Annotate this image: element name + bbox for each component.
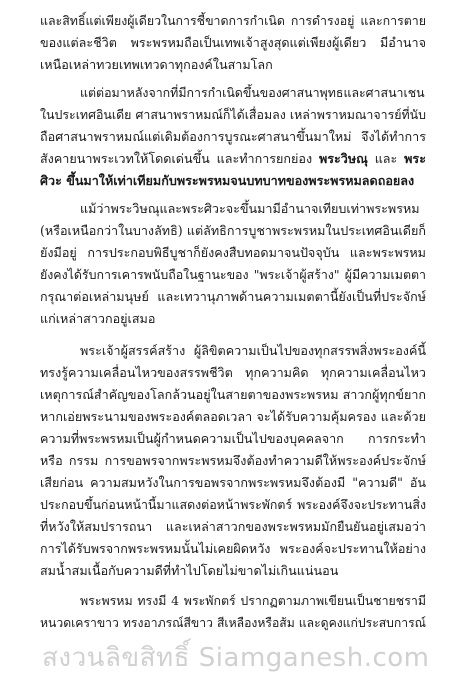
emphasis-phra: พระ [404, 151, 426, 166]
paragraph-3-line-2: (หรือเหนือกว่าในบางลัทธิ) แต่ลัทธิการบูชาพระพรหมในประเทศอินเดียก็ [40, 223, 426, 238]
paragraph-2-line-4 [40, 151, 426, 167]
paragraph-2-line-5 [40, 173, 426, 189]
paragraph-1-line-3: เหนือเหล่าทวยเทพเทวดาทุกองค์ในสามโลก [40, 57, 273, 72]
paragraph-4-line-6: หรือ กรรม การขอพรจากพระพรหมจึงต้องทำความดีให้พระองค์ประจักษ์ [40, 453, 426, 468]
emphasis-and: และ [374, 151, 398, 166]
paragraph-4-line-2: ทรงรู้ความเคลื่อนไหวของสรรพชีวิต ทุกความคิด ทุกความเคลื่อนไหว [40, 365, 426, 380]
paragraph-3-line-3: ยังมีอยู่ การประกอบพิธีบูชาก็ยังคงสืบทอดมาจนปัจจุบัน และพระพรหม [40, 245, 426, 260]
paragraph-1-line-1: และสิทธิ์แต่เพียงผู้เดียวในการชี้ขาดการกำเนิด การดำรงอยู่ และการตาย [40, 13, 426, 28]
paragraph-5-line-2: หนวดเคราขาว ทรงอาภรณ์สีขาว สีเหลืองหรือส้ม และดูคงแก่ประสบการณ์ [40, 616, 426, 630]
paragraph-2-line-2: ในประเทศอินเดีย ศาสนาพราหมณ์ก็ได้เสื่อมลง เหล่าพราหมณาจารย์ที่นับ [40, 107, 426, 122]
paragraph-4-line-7: เสียก่อน ความสมหวังในการขอพรจากพระพรหมจึงต้องมี "ความดี" อัน [40, 475, 426, 490]
copyright-watermark: สงวนลิขสิทธิ์ Siamganesh.com [42, 643, 430, 673]
emphasis-vishnu: พระวิษณุ [318, 151, 368, 166]
paragraph-2-line-1: แต่ต่อมาหลังจากที่มีการกำเนิดขึ้นของศาสนาพุทธและศาสนาเชน [80, 85, 425, 100]
paragraph-3-line-4: ยังคงได้รับการเคารพนับถือในฐานะของ "พระเจ้าผู้สร้าง" ผู้มีความเมตตา [40, 267, 426, 282]
paragraph-4-line-9: ที่หวังให้สมปรารถนา และเหล่าสาวกของพระพรหมมักยืนยันอยู่เสมอว่า [40, 519, 426, 534]
paragraph-5-line-1: พระพรหม ทรงมี 4 พระพักตร์ ปรากฏตามภาพเขียนเป็นชายชรามี [80, 593, 426, 608]
paragraph-2-line-3: ถือศาสนาพราหมณ์แต่เดิมต้องการบูรณะศาสนาขึ้นมาใหม่ จึงได้ทำการ [40, 129, 426, 144]
paragraph-2-line-4-text: สังคายนาพระเวทให้โดดเด่นขึ้น และทำการยกย่อง [40, 151, 313, 166]
paragraph-1-line-2: ของแต่ละชีวิต พระพรหมถือเป็นเทพเจ้าสูงสุดแต่เพียงผู้เดียว มีอำนาจ [40, 35, 426, 50]
paragraph-3-line-1: แม้ว่าพระวิษณุและพระศิวะจะขึ้นมามีอำนาจเทียบเท่าพระพรหม [80, 201, 420, 216]
paragraph-4-line-8: ประกอบขึ้นก่อนหน้านี้มาแสดงต่อหน้าพระพักตร์ พระองค์จึงจะประทานสิ่ง [40, 497, 426, 512]
paragraph-4-line-10: การได้รับพรจากพระพรหมนั้นไม่เคยผิดหวัง พระองค์จะประทานให้อย่าง [40, 541, 426, 556]
paragraph-3-line-6: แก่เหล่าสาวกอยู่เสมอ [40, 311, 156, 326]
paragraph-4-line-4: หากเอ่ยพระนามของพระองค์ตลอดเวลา จะได้รับความคุ้มครอง และด้วย [40, 409, 426, 424]
paragraph-4-line-5: ความที่พระพรหมเป็นผู้กำหนดความเป็นไปของบุคคลจาก การกระทำ [40, 431, 426, 446]
paragraph-4-line-11: สมน้ำสมเนื้อกับความดีที่ทำไปโดยไม่ขาดไม่เกินแน่นอน [40, 563, 339, 578]
paragraph-4-line-1: พระเจ้าผู้สรรค์สร้าง ผู้ลิขิตความเป็นไปของทุกสรรพสิ่งพระองค์นี้ [80, 343, 426, 358]
paragraph-4-line-3: เหตุการณ์สำคัญของโลกล้วนอยู่ในสายตาของพระพรหม สาวกผู้ทุกข์ยาก [40, 387, 427, 402]
paragraph-2-line-5-text: ศิวะ ขึ้นมาให้เท่าเทียมกับพระพรหมจนบทบาทของพระพรหมลดถอยลง [40, 173, 415, 188]
paragraph-3-line-5: กรุณาต่อเหล่ามนุษย์ และเทวานุภาพด้านความเมตตานี้ยังเป็นที่ประจักษ์ [40, 289, 426, 304]
